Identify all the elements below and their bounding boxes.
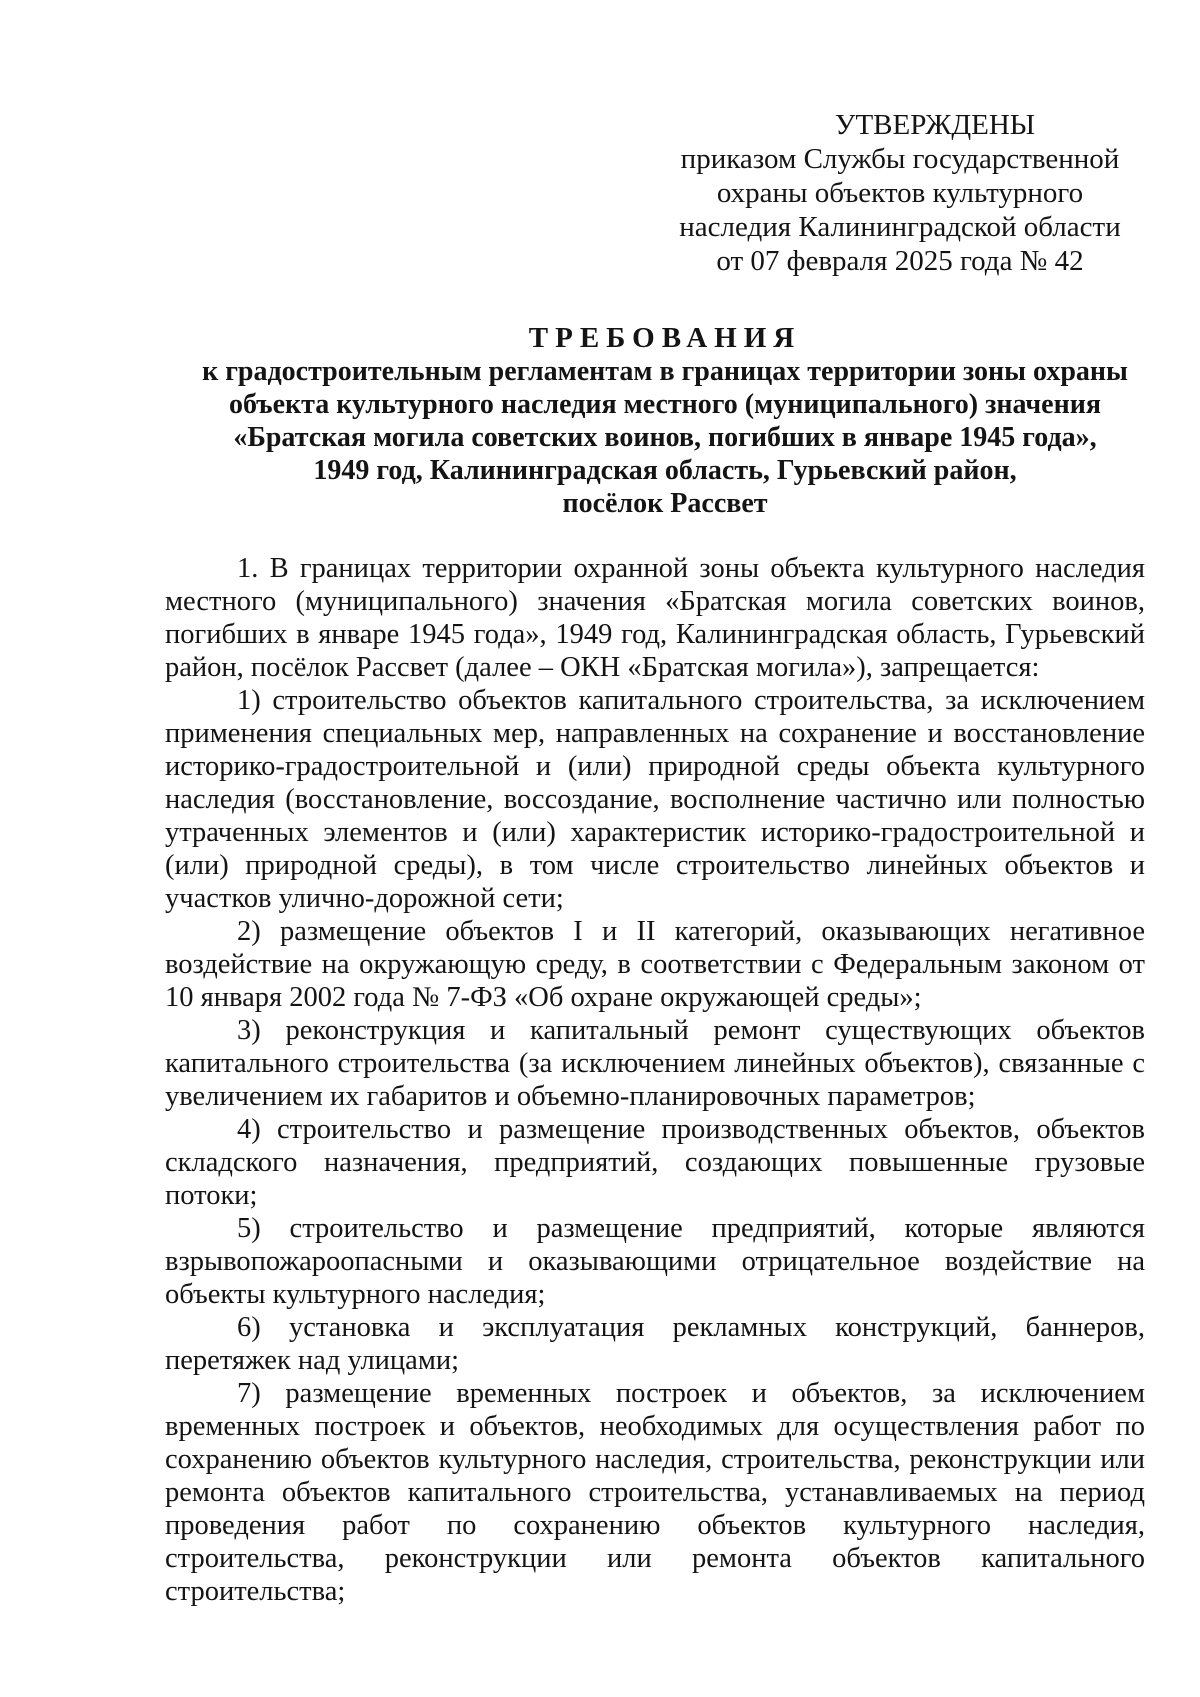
paragraph-intro: 1. В границах территории охранной зоны объекта культурного наследия местного (муниципального) значения «Братская могила советских воинов, погибших в январе 1945 года», 1949 год, Калининградская область, Гурьевский район, посёлок Рассвет (далее – ОКН «Братская могила»), запрещается: <box>165 553 1145 683</box>
title-line: объекта культурного наследия местного (муниципального) значения <box>228 389 1102 420</box>
paragraph-item-2: 2) размещение объектов I и II категорий, оказывающих негативное воздействие на окружающую среду, в соответствии с Федеральным законом от 10 января 2002 года № 7-ФЗ «Об охране окружающей среды»; <box>165 916 1145 1013</box>
paragraph-item-6: 6) установка и эксплуатация рекламных конструкций, баннеров, перетяжек над улицами; <box>165 1312 1145 1376</box>
paragraph-item-4: 4) строительство и размещение производственных объектов, объектов складского назначения, предприятий, создающих повышенные грузовые потоки; <box>165 1114 1145 1211</box>
approval-line: от 07 февраля 2025 года № 42 <box>716 245 1084 277</box>
paragraph-item-3: 3) реконструкция и капитальный ремонт существующих объектов капитального строительства (за исключением линейных объектов), связанные с увеличением их габаритов и объемно-планировочных параметров; <box>165 1015 1145 1112</box>
paragraph-item-5: 5) строительство и размещение предприятий, которые являются взрывопожароопасными и оказывающими отрицательное воздействие на объекты культурного наследия; <box>165 1213 1145 1310</box>
approval-line: наследия Калининградской области <box>679 211 1121 243</box>
paragraph-item-7: 7) размещение временных построек и объектов, за исключением временных построек и объектов, необходимых для осуществления работ по сохранению объектов культурного наследия, строительства, реконструкции или ремонта объектов капитального строительства, устанавливаемых на период проведения работ по сохранению объектов культурного наследия, строительства, реконструкции или ремонта объектов капитального строительства; <box>165 1378 1145 1607</box>
document-title-block <box>150 322 1180 520</box>
approval-line: охраны объектов культурного <box>716 177 1084 209</box>
paragraph-item-1: 1) строительство объектов капитального строительства, за исключением применения специальных мер, направленных на сохранение и восстановление историко-градостроительной и (или) природной среды объекта культурного наследия (восстановление, воссоздание, восполнение частично или полностью утраченных элементов и (или) характеристик историко-градостроительной и (или) природной среды), в том числе строительство линейных объектов и участков улично-дорожной сети; <box>165 685 1145 914</box>
approval-line: приказом Службы государственной <box>680 143 1120 175</box>
document-body <box>165 552 1145 1608</box>
title-line: «Братская могила советских воинов, погибших в январе 1945 года», <box>233 422 1097 453</box>
approval-stamp <box>640 108 1160 278</box>
title-line: посёлок Рассвет <box>562 488 768 519</box>
title-line: 1949 год, Калининградская область, Гурьевский район, <box>313 455 1017 486</box>
approval-heading: УТВЕРЖДЕНЫ <box>834 109 1036 141</box>
title-line: к градостроительным регламентам в границах территории зоны охраны <box>202 356 1128 387</box>
document-title: ТРЕБОВАНИЯ <box>528 322 802 354</box>
